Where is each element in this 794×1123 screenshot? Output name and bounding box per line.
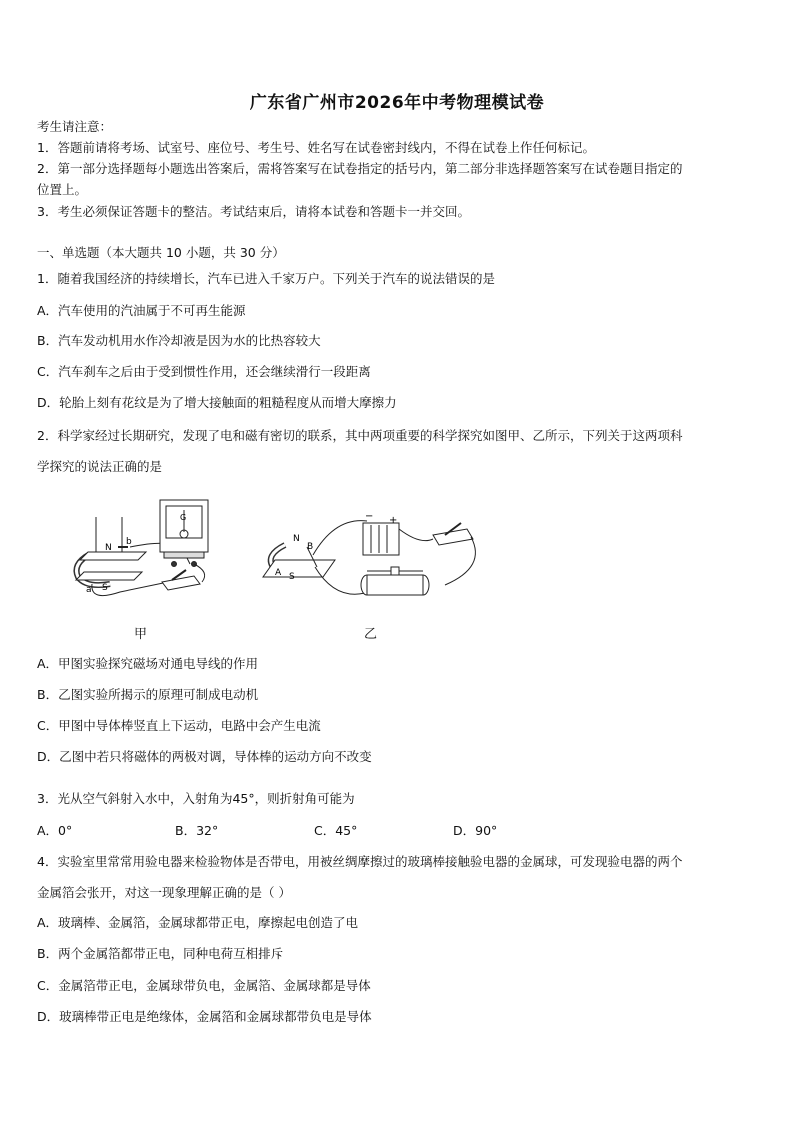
fig-right-n-mark: N [293, 534, 300, 544]
q1-option-b: B．汽车发动机用水作冷却液是因为水的比热容较大 [37, 333, 321, 348]
q1-stem: 1．随着我国经济的持续增长，汽车已进入千家万户。下列关于汽车的说法错误的是 [37, 271, 495, 286]
figure-label-left: 甲 [134, 627, 148, 642]
q4-option-a: A．玻璃棒、金属箔，金属球都带正电，摩擦起电创造了电 [37, 915, 359, 930]
q2-option-a: A．甲图实验探究磁场对通电导线的作用 [37, 656, 259, 671]
q4-option-b: B．两个金属箔都带正电，同种电荷互相排斥 [37, 946, 284, 961]
fig-left-g-mark: G [180, 513, 187, 522]
fig-right-a-mark: A [275, 568, 282, 578]
figure-label-right: 乙 [364, 627, 378, 642]
q4-option-d: D．玻璃棒带正电是绝缘体，金属箔和金属球都带负电是导体 [37, 1009, 372, 1024]
q2-option-b: B．乙图实验所揭示的原理可制成电动机 [37, 687, 259, 702]
fig-right-b-mark: B [307, 542, 314, 552]
notice-item-2-cont: 位置上。 [37, 182, 88, 197]
fig-left-a-mark: a [86, 585, 92, 595]
q3-option-b: B．32° [175, 823, 219, 838]
q4-option-c: C．金属箔带正电，金属球带负电，金属箔、金属球都是导体 [37, 978, 371, 993]
q4-stem-line2: 金属箔会张开，对这一现象理解正确的是（ ） [37, 885, 291, 900]
fig-left-s-mark: S [102, 583, 108, 593]
q3-option-d: D．90° [453, 823, 498, 838]
fig-right-plus-mark: + [389, 515, 398, 526]
figure-right-motor [255, 505, 505, 613]
notice-item-3: 3．考生必须保证答题卡的整洁。考试结束后，请将本试卷和答题卡一并交回。 [37, 204, 470, 219]
q3-stem: 3．光从空气斜射入水中，入射角为45°，则折射角可能为 [37, 791, 355, 806]
fig-right-s-mark: S [289, 572, 295, 582]
fig-left-b-mark: b [126, 537, 132, 547]
q1-option-c: C．汽车刹车之后由于受到惯性作用，还会继续滑行一段距离 [37, 364, 371, 379]
q1-option-d: D．轮胎上刻有花纹是为了增大接触面的粗糙程度从而增大摩擦力 [37, 395, 397, 410]
q1-option-a: A．汽车使用的汽油属于不可再生能源 [37, 303, 246, 318]
q3-option-a: A．0° [37, 823, 73, 838]
q3-option-c: C．45° [314, 823, 358, 838]
q2-option-c: C．甲图中导体棒竖直上下运动，电路中会产生电流 [37, 718, 321, 733]
section-heading: 一、单选题（本大题共 10 小题，共 30 分） [37, 245, 285, 260]
q2-option-d: D．乙图中若只将磁体的两极对调，导体棒的运动方向不改变 [37, 749, 372, 764]
q2-stem-line2: 学探究的说法正确的是 [37, 459, 163, 474]
figure-left-generator [60, 492, 230, 612]
notice-item-2: 2．第一部分选择题每小题选出答案后，需将答案写在试卷指定的括号内，第二部分非选择题答案写在试卷题目指定的 [37, 161, 683, 176]
q4-stem-line1: 4．实验室里常常用验电器来检验物体是否带电，用被丝绸摩擦过的玻璃棒接触验电器的金属球，可发现验电器的两个 [37, 854, 683, 869]
fig-right-minus-mark: − [365, 511, 374, 522]
q2-stem-line1: 2．科学家经过长期研究，发现了电和磁有密切的联系，其中两项重要的科学探究如图甲、乙所示，下列关于这两项科 [37, 428, 683, 443]
page-title: 广东省广州市2026年中考物理模试卷 [249, 93, 545, 113]
fig-left-n-mark: N [105, 543, 112, 553]
notice-heading: 考生请注意： [37, 119, 113, 134]
notice-item-1: 1．答题前请将考场、试室号、座位号、考生号、姓名写在试卷密封线内，不得在试卷上作任何标记。 [37, 140, 595, 155]
